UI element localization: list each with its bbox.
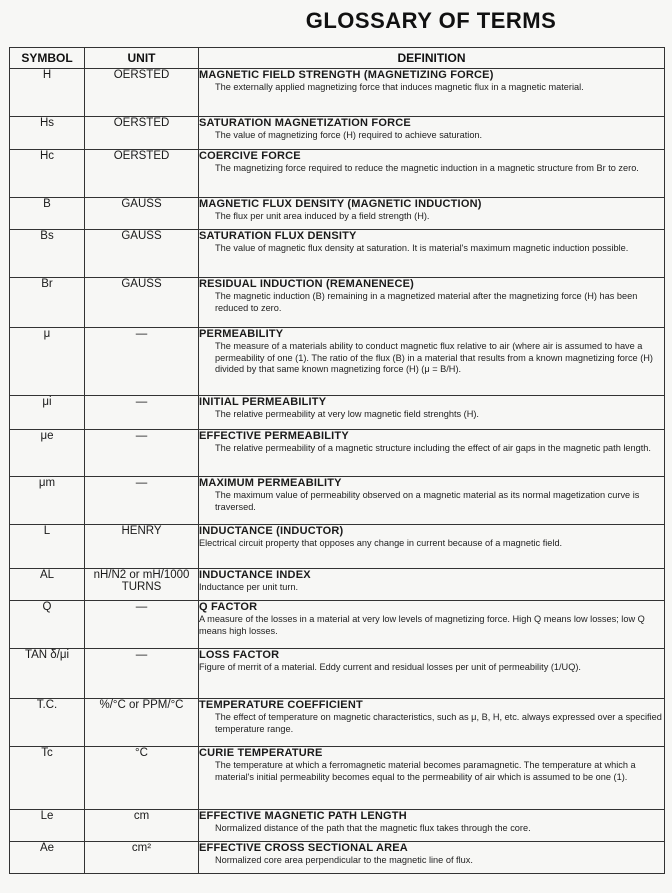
symbol-cell: Hc	[10, 150, 85, 198]
definition-cell	[199, 150, 665, 198]
symbol-cell: Bs	[10, 230, 85, 278]
definition-cell	[199, 477, 665, 525]
unit-cell: —	[85, 430, 199, 477]
table-row	[10, 150, 665, 198]
unit-cell: nH/N2 or mH/1000 TURNS	[85, 569, 199, 601]
header-symbol: SYMBOL	[10, 48, 85, 69]
table-row	[10, 747, 665, 810]
table-row	[10, 477, 665, 525]
term-name: Q FACTOR	[199, 601, 258, 613]
definition-cell	[199, 601, 665, 649]
unit-cell: —	[85, 649, 199, 699]
table-row	[10, 278, 665, 328]
table-row	[10, 601, 665, 649]
unit-cell: cm²	[85, 842, 199, 874]
definition-cell	[199, 649, 665, 699]
table-row	[10, 569, 665, 601]
symbol-cell: Q	[10, 601, 85, 649]
table-row	[10, 69, 665, 117]
term-description: Normalized core area perpendicular to the magnetic line of flux.	[215, 855, 473, 865]
term-description: The maximum value of permeability observed on a magnetic material as its normal magetization curve is traversed.	[215, 490, 640, 512]
term-name: TEMPERATURE COEFFICIENT	[199, 699, 363, 711]
unit-cell: —	[85, 328, 199, 396]
table-row	[10, 198, 665, 230]
term-name: EFFECTIVE PERMEABILITY	[199, 430, 349, 442]
symbol-cell: μi	[10, 396, 85, 430]
definition-cell	[199, 278, 665, 328]
unit-cell: —	[85, 396, 199, 430]
term-description: The effect of temperature on magnetic characteristics, such as μ, B, H, etc. always expressed over a specified temperature range.	[215, 712, 662, 734]
unit-cell: GAUSS	[85, 230, 199, 278]
unit-cell: —	[85, 477, 199, 525]
table-row	[10, 230, 665, 278]
symbol-cell: H	[10, 69, 85, 117]
unit-cell: OERSTED	[85, 69, 199, 117]
term-description: Normalized distance of the path that the magnetic flux takes through the core.	[215, 823, 531, 833]
unit-cell: —	[85, 601, 199, 649]
unit-cell: cm	[85, 810, 199, 842]
definition-cell	[199, 569, 665, 601]
term-description: The externally applied magnetizing force that induces magnetic flux in a magnetic material.	[215, 82, 584, 92]
term-name: INITIAL PERMEABILITY	[199, 396, 327, 408]
page-title: GLOSSARY OF TERMS	[305, 8, 557, 33]
term-name: CURIE TEMPERATURE	[199, 747, 323, 759]
definition-cell	[199, 396, 665, 430]
header-definition: DEFINITION	[199, 48, 665, 69]
table-row	[10, 117, 665, 150]
symbol-cell: Hs	[10, 117, 85, 150]
term-name: EFFECTIVE MAGNETIC PATH LENGTH	[199, 810, 407, 822]
symbol-cell: Le	[10, 810, 85, 842]
definition-cell	[199, 747, 665, 810]
symbol-cell: Br	[10, 278, 85, 328]
term-description: The value of magnetic flux density at saturation. It is material's maximum magnetic induction possible.	[215, 243, 629, 253]
unit-cell: GAUSS	[85, 278, 199, 328]
definition-cell	[199, 198, 665, 230]
term-description: Inductance per unit turn.	[199, 582, 299, 592]
term-description: Electrical circuit property that opposes any change in current because of a magnetic field.	[199, 538, 563, 548]
unit-cell: HENRY	[85, 525, 199, 569]
term-description: The measure of a materials ability to conduct magnetic flux relative to air (where air is assumed to have a permeability of one (1). The ratio of the flux (B) in a material that results from a known magnetizing force (H) divided by that same known magnetizing force (H) (μ = B/H).	[215, 341, 653, 374]
unit-cell: %/°C or PPM/°C	[85, 699, 199, 747]
definition-cell	[199, 328, 665, 396]
symbol-cell: Tc	[10, 747, 85, 810]
table-header-row	[10, 48, 665, 69]
unit-cell: OERSTED	[85, 150, 199, 198]
table-row	[10, 699, 665, 747]
term-description: The magnetic induction (B) remaining in a magnetized material after the magnetizing force (H) has been reduced to zero.	[215, 291, 638, 313]
table-row	[10, 328, 665, 396]
term-name: MAXIMUM PERMEABILITY	[199, 477, 342, 489]
term-name: COERCIVE FORCE	[199, 150, 301, 162]
term-description: The relative permeability of a magnetic structure including the effect of air gaps in the magnetic path length.	[215, 443, 651, 453]
definition-cell	[199, 842, 665, 874]
term-name: RESIDUAL INDUCTION (REMANENECE)	[199, 278, 415, 290]
table-row	[10, 842, 665, 874]
term-name: SATURATION MAGNETIZATION FORCE	[199, 117, 411, 129]
symbol-cell: T.C.	[10, 699, 85, 747]
unit-cell: °C	[85, 747, 199, 810]
table-row	[10, 649, 665, 699]
definition-cell	[199, 117, 665, 150]
definition-cell	[199, 230, 665, 278]
table-row	[10, 430, 665, 477]
glossary-table	[9, 47, 665, 874]
symbol-cell: B	[10, 198, 85, 230]
definition-cell	[199, 810, 665, 842]
table-row	[10, 396, 665, 430]
term-description: The magnetizing force required to reduce the magnetic induction in a magnetic structure from Br to zero.	[215, 163, 639, 173]
term-description: The temperature at which a ferromagnetic material becomes paramagnetic. The temperature at which a material's initial permeability becomes equal to the permeability of air which is assumed to be one (1).	[215, 760, 636, 782]
table-row	[10, 525, 665, 569]
symbol-cell: μm	[10, 477, 85, 525]
term-description: The value of magnetizing force (H) required to achieve saturation.	[215, 130, 483, 140]
term-name: MAGNETIC FLUX DENSITY (MAGNETIC INDUCTION)	[199, 198, 482, 210]
term-name: EFFECTIVE CROSS SECTIONAL AREA	[199, 842, 408, 854]
term-description: The flux per unit area induced by a field strength (H).	[215, 211, 430, 221]
symbol-cell: μe	[10, 430, 85, 477]
term-name: INDUCTANCE (INDUCTOR)	[199, 525, 344, 537]
header-unit: UNIT	[85, 48, 199, 69]
symbol-cell: μ	[10, 328, 85, 396]
term-description: The relative permeability at very low magnetic field strenghts (H).	[215, 409, 479, 419]
definition-cell	[199, 69, 665, 117]
symbol-cell: AL	[10, 569, 85, 601]
table-row	[10, 810, 665, 842]
term-name: PERMEABILITY	[199, 328, 284, 340]
term-description: A measure of the losses in a material at very low levels of magnetizing force. High Q means low losses; low Q means high losses.	[199, 614, 645, 636]
symbol-cell: L	[10, 525, 85, 569]
term-name: LOSS FACTOR	[199, 649, 280, 661]
definition-cell	[199, 699, 665, 747]
symbol-cell: Ae	[10, 842, 85, 874]
unit-cell: GAUSS	[85, 198, 199, 230]
definition-cell	[199, 525, 665, 569]
term-name: MAGNETIC FIELD STRENGTH (MAGNETIZING FORCE)	[199, 69, 494, 81]
unit-cell: OERSTED	[85, 117, 199, 150]
definition-cell	[199, 430, 665, 477]
term-name: INDUCTANCE INDEX	[199, 569, 311, 581]
term-description: Figure of merrit of a material. Eddy current and residual losses per unit of permeability (1/UQ).	[199, 662, 581, 672]
term-name: SATURATION FLUX DENSITY	[199, 230, 357, 242]
symbol-cell: TAN δ/μi	[10, 649, 85, 699]
